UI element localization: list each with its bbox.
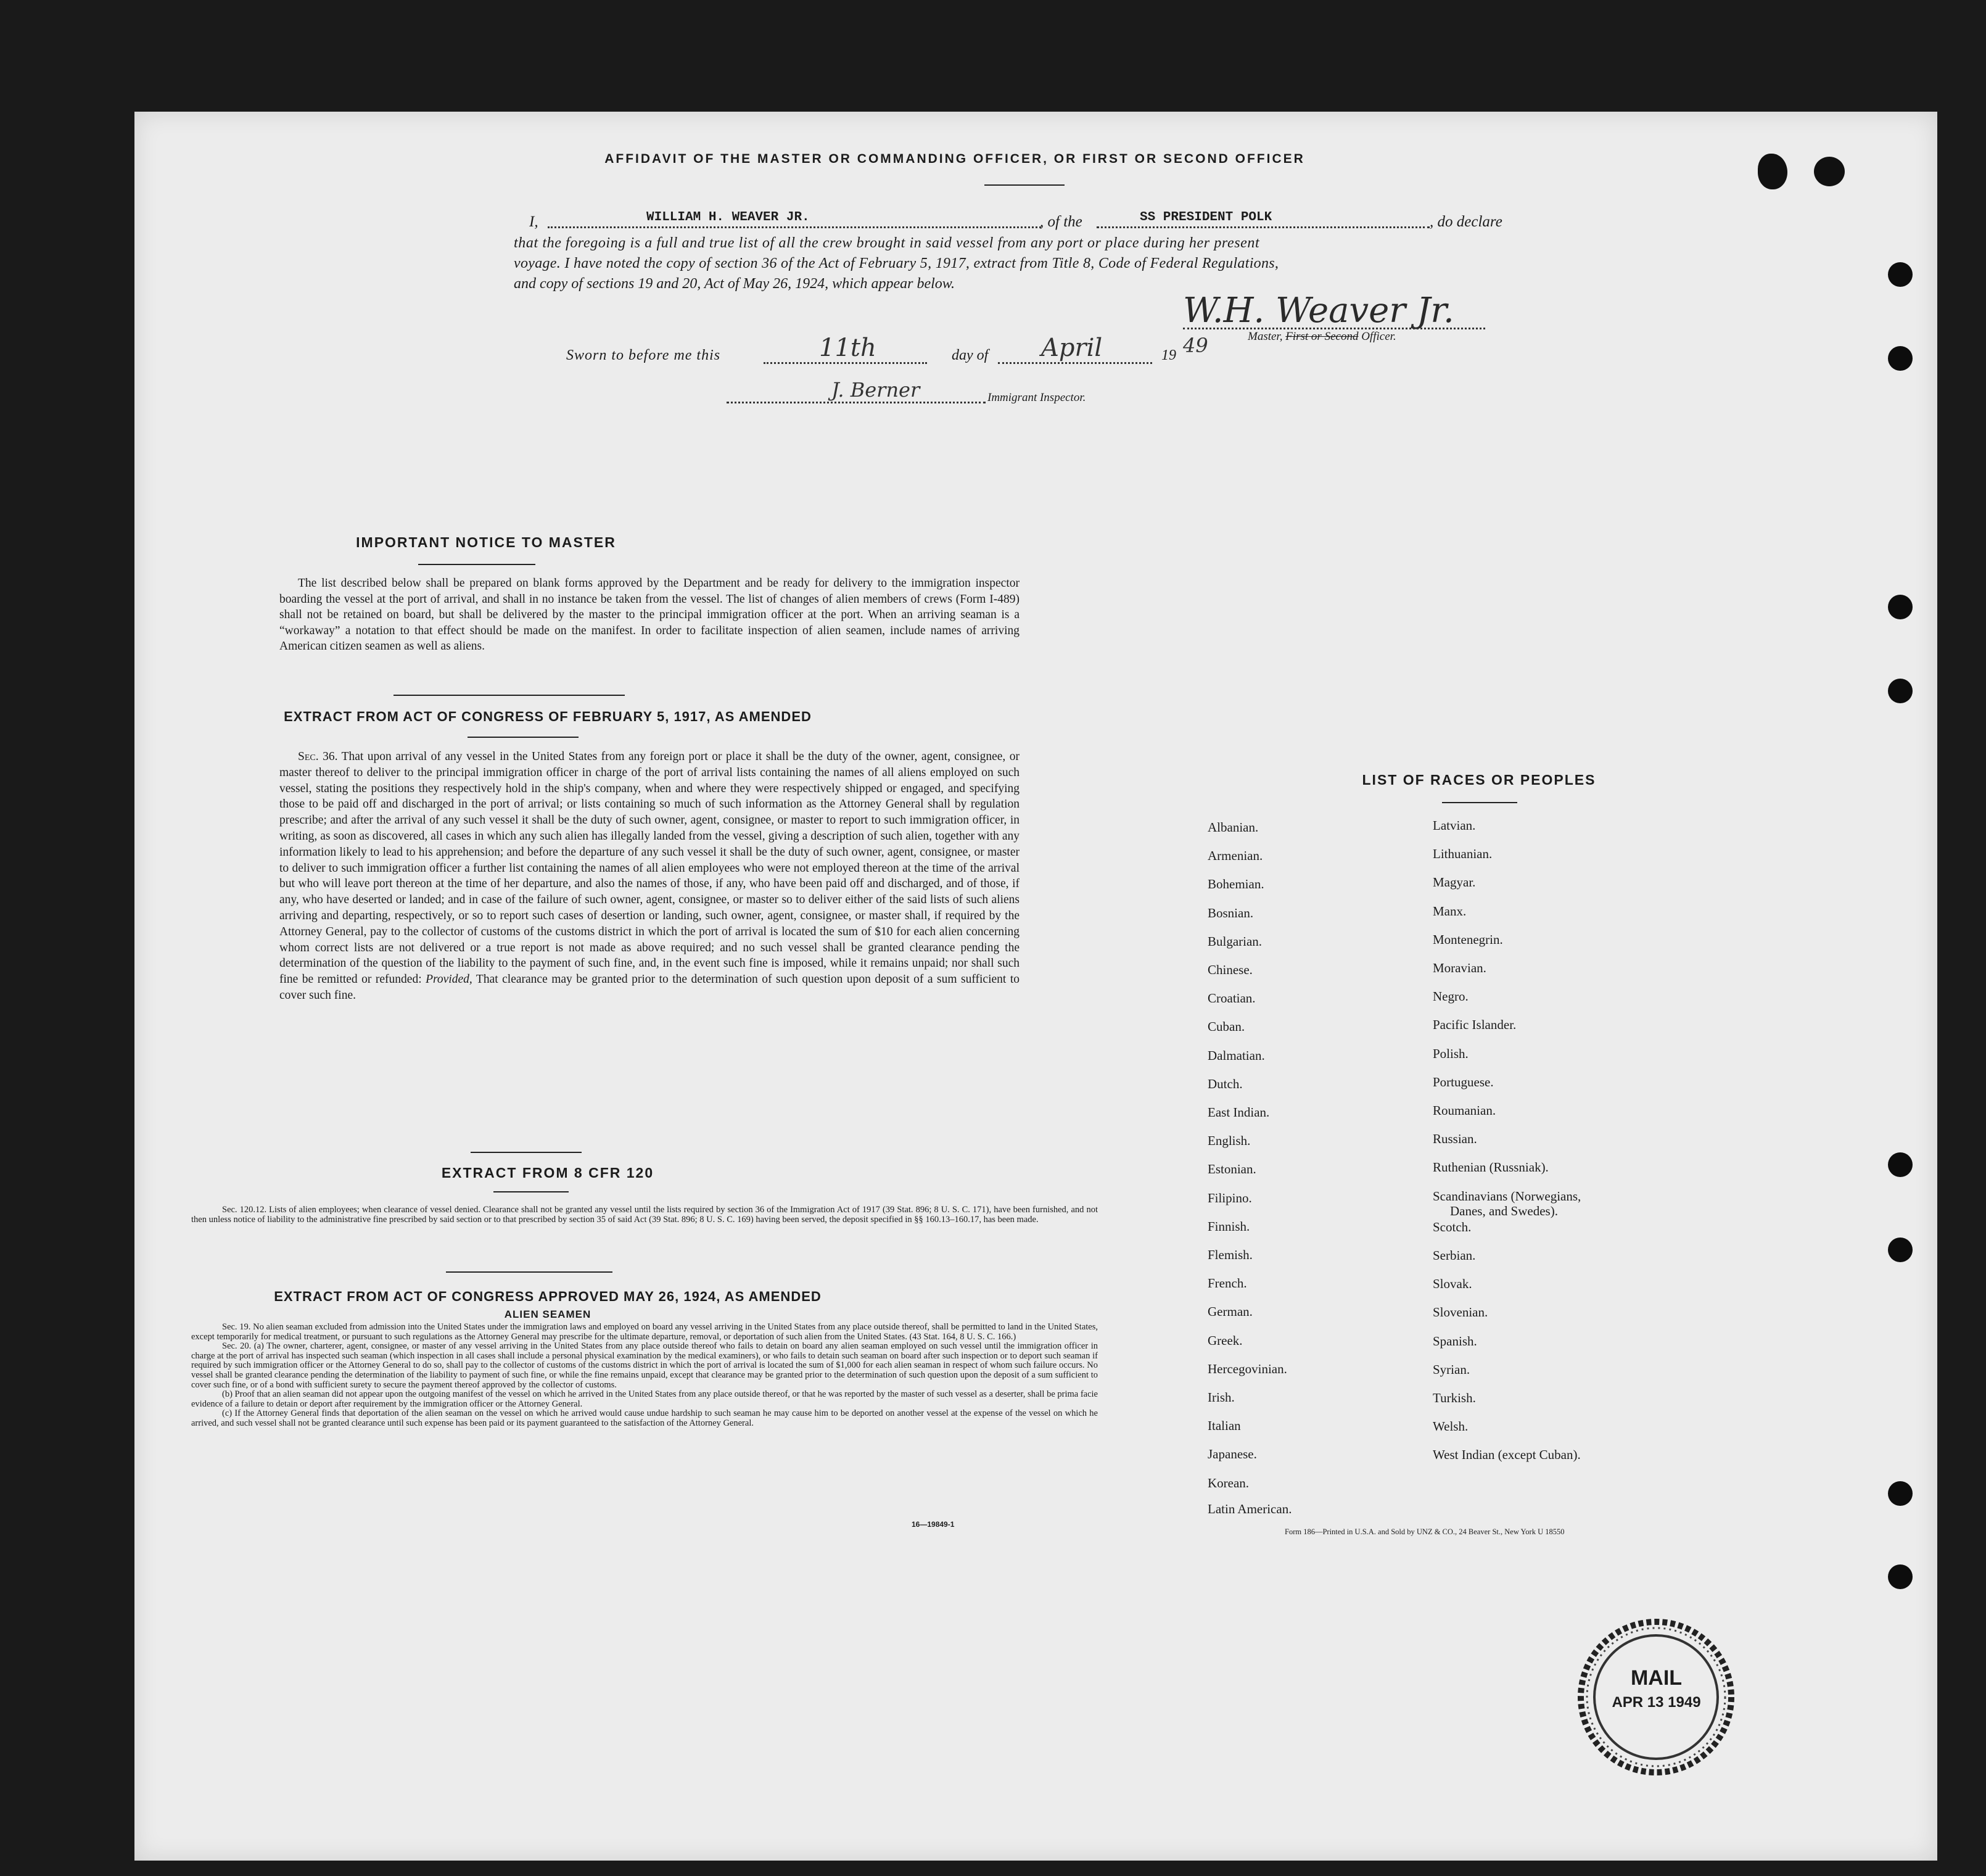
race-item: Flemish. <box>1208 1247 1253 1262</box>
race-item: Bulgarian. <box>1208 933 1263 949</box>
race-item: West Indian (except Cuban). <box>1433 1447 1581 1463</box>
race-item: Ruthenian (Russniak). <box>1433 1160 1549 1175</box>
extract-1924-title: EXTRACT FROM ACT OF CONGRESS APPROVED MAY 26, 1924, AS AMENDED <box>274 1289 822 1304</box>
sec-36-label: Sec. 36. <box>298 750 338 763</box>
race-item: Croatian. <box>1208 991 1256 1006</box>
punch-hole <box>1888 1481 1913 1506</box>
notice-title-rule <box>418 564 535 565</box>
race-item: Finnish. <box>1208 1218 1250 1234</box>
race-item: Chinese. <box>1208 962 1253 977</box>
race-item: Dutch. <box>1208 1076 1243 1091</box>
punch-hole <box>1888 262 1913 287</box>
race-item: Armenian. <box>1208 848 1263 864</box>
vessel-line <box>1097 226 1430 228</box>
race-item: Korean. <box>1208 1475 1250 1490</box>
punch-hole <box>1888 1564 1913 1589</box>
race-item: Bosnian. <box>1208 905 1254 920</box>
master-label <box>1248 330 1396 344</box>
race-item: Irish. <box>1208 1390 1235 1405</box>
struck-label: First or Second <box>1285 330 1359 343</box>
extract-cfr-rule <box>493 1191 569 1192</box>
race-item: Pacific Islander. <box>1433 1017 1517 1033</box>
sec-36-body-b: That clearance may be granted prior to the determination of such question upon deposit of a sum sufficient to cover such fine. <box>279 973 1020 1002</box>
sec-20b: (b) Proof that an alien seaman did not appear upon the outgoing manifest of the vessel on which he arrived in the United States from any place outside thereof, or that he was reported by the master of such vessel as a deserter, shall be prima facie evidence of a failure to detain or deport after requirement by the immigration officer or the Attorney General. <box>191 1389 1098 1409</box>
ink-blot <box>1758 154 1787 189</box>
declaration-line-3: and copy of sections 19 and 20, Act of May 26, 1924, which appear below. <box>514 276 955 292</box>
race-item: Latvian. <box>1433 818 1476 833</box>
sworn-label: Sworn to before me this <box>566 347 721 363</box>
sworn-day: 11th <box>819 334 876 362</box>
master-signature-line <box>1183 328 1485 329</box>
race-item: Polish. <box>1433 1046 1469 1061</box>
race-item: Cuban. <box>1208 1019 1245 1035</box>
vessel-name: SS PRESIDENT POLK <box>1140 210 1272 225</box>
extract-1924-body <box>191 1323 1098 1429</box>
printer-credit: Form 186—Printed in U.S.A. and Sold by UNZ & CO., 24 Beaver St., New York U 18550 <box>1285 1527 1565 1536</box>
master-signature: W.H. Weaver Jr. <box>1183 291 1454 331</box>
sec-36-provided: Provided, <box>426 973 472 986</box>
punch-hole <box>1888 1152 1913 1177</box>
race-item: Danes, and Swedes). <box>1450 1203 1558 1218</box>
extract-cfr-bottom-rule <box>446 1271 612 1273</box>
race-item: Latin American. <box>1208 1501 1292 1516</box>
punch-hole <box>1888 595 1913 619</box>
extract-1924-subtitle: ALIEN SEAMEN <box>504 1308 591 1320</box>
races-title-rule <box>1442 802 1517 803</box>
affidavit-title-rule <box>984 184 1065 186</box>
inspector-signature: J. Berner <box>831 378 920 402</box>
ink-blot <box>1814 157 1845 186</box>
extract-cfr-body: Sec. 120.12. Lists of alien employees; when clearance of vessel denied. Clearance shall not be granted any vessel until the lists required by section 36 of the Immigration Act of 1917 (39 Stat. 896; 8 U. S. C. 171), have been furnished, and not then unless notice of liability to the administrative fine prescribed by said section or to that prescribed by section 35 of said Act (39 Stat. 896; 8 U. S. C. 169) having been served, the deposit specified in §§ 160.13–160.17, has been made. <box>191 1205 1098 1225</box>
declaration-i: I, <box>529 213 538 230</box>
stamp-date: APR 13 1949 <box>1612 1694 1701 1711</box>
day-of-label: day of <box>952 347 989 363</box>
race-item: Serbian. <box>1433 1248 1476 1263</box>
race-item: German. <box>1208 1304 1253 1320</box>
notice-title: IMPORTANT NOTICE TO MASTER <box>356 534 616 550</box>
race-item: English. <box>1208 1133 1251 1149</box>
race-item: Syrian. <box>1433 1362 1470 1377</box>
declaration-line-1: that the foregoing is a full and true list of all the crew brought in said vessel from any port or place during her present <box>514 235 1260 251</box>
race-item: Lithuanian. <box>1433 846 1493 862</box>
race-item: French. <box>1208 1276 1247 1291</box>
race-item: Portuguese. <box>1433 1074 1494 1089</box>
races-title: LIST OF RACES OR PEOPLES <box>1362 772 1596 788</box>
race-item: Greek. <box>1208 1333 1243 1348</box>
sworn-month: April <box>1041 334 1103 362</box>
master-name: WILLIAM H. WEAVER JR. <box>646 210 810 225</box>
sworn-day-line <box>764 362 927 364</box>
race-item: Dalmatian. <box>1208 1048 1265 1063</box>
race-item: Manx. <box>1433 903 1467 919</box>
sec-20a: Sec. 20. (a) The owner, charterer, agent, consignee, or master of any vessel arriving in the United States from any place outside thereof who fails to detain on board any alien seaman employed on such vessel until the immigration officer in charge at the port of arrival has inspected such seaman (which inspection in all cases shall include a personal physical examination by the medical examiners), or who fails to detain such seaman on board after such inspection or to deport such seaman if required by such immigration officer or the Attorney General to do so, shall pay to the collector of customs of the customs district in which the port of arrival is located the sum of $1,000 for each alien seaman in respect of whom such failure occurs. No vessel shall be granted clearance pending the determination of the liability to payment of such fine, or while the fine remains unpaid, except that clearance may be granted prior to the determination of such question upon the deposit of a sum sufficient to cover such fine, or of a bond with sufficient surety to secure the payment thereof approved by the collector of customs. <box>191 1341 1098 1390</box>
extract-1917-rule <box>468 737 579 738</box>
year-prefix: 19 <box>1161 347 1176 363</box>
declaration-do-declare: , do declare <box>1430 213 1502 230</box>
sec-36-body-a: That upon arrival of any vessel in the United States from any foreign port or place it shall be the duty of the owner, agent, consignee, or master thereof to deliver to the principal immigration officer in charge of the port of arrival lists containing the names of all aliens employed on such vessel, stating the positions they respectively hold in the ship's company, when and where they were respectively shipped or engaged, and specifying those to be paid off and discharged in the port of arrival; or lists containing so much of such information as the Attorney General shall by regulation prescribe; and after the arrival of any such vessel it shall be the duty of such owner, agent, consignee, or master to report to such immigration officer, in writing, as soon as discovered, all cases in which any such alien has illegally landed from the vessel, giving a description of such alien, together with any information likely to lead to his apprehension; and before the departure of any such vessel it shall be the duty of such owner, agent, consignee, or master to deliver to such immigration officer a further list containing the names of all alien employees who were not employed thereon at the time of the arrival but who will leave port thereon at the time of her departure, and also the names of those, if any, who have been paid off and discharged, and of those, if any, who have deserted or landed; and in case of the failure of such owner, agent, consignee, or master so to deliver either of the said lists of such aliens arriving and departing, respectively, or so to report such cases of desertion or landing, such owner, agent, consignee, or master shall, if required by the Attorney General, pay to the collector of customs of the customs district in which the port of arrival is located the sum of $10 for each alien concerning whom correct lists are not delivered or a true report is not made as above required; and no such vessel shall be granted clearance pending the determination of the question of the liability to the payment of such fine, and, in the event such fine is imposed, while it remains unpaid; nor shall such fine be remitted or refunded: <box>279 750 1020 986</box>
officer-label: Officer. <box>1361 330 1396 343</box>
race-item: Filipino. <box>1208 1190 1252 1205</box>
notice-body: The list described below shall be prepared on blank forms approved by the Department and be ready for delivery to the immigration inspector boarding the vessel at the port of arrival, and shall in no instance be taken from the vessel. The list of changes of alien members of crews (Form I-489) shall not be retained on board, but shall be delivered by the master to the principal immigration officer at the port. When an arriving seaman is a “workaway” a notation to that effect should be made on the manifest. In order to facilitate inspection of alien seamen, include names of arriving American citizen seamen as well as aliens. <box>279 577 1020 653</box>
race-item: Scandinavians (Norwegians, <box>1433 1188 1581 1204</box>
punch-hole <box>1888 1238 1913 1262</box>
race-item: Negro. <box>1433 989 1469 1004</box>
race-item: Welsh. <box>1433 1419 1469 1434</box>
race-item: Russian. <box>1433 1131 1477 1147</box>
race-item: Japanese. <box>1208 1447 1257 1462</box>
master-label-text: Master, <box>1248 330 1283 343</box>
race-item: East Indian. <box>1208 1105 1270 1120</box>
race-item: Estonian. <box>1208 1162 1256 1177</box>
master-name-line <box>548 226 1041 228</box>
sworn-month-line <box>998 362 1152 364</box>
notice-bottom-rule <box>393 695 625 696</box>
year-suffix: 49 <box>1183 334 1208 357</box>
race-item: Italian <box>1208 1418 1241 1434</box>
declaration-line-2: voyage. I have noted the copy of section 36 of the Act of February 5, 1917, extract from Title 8, Code of Federal Regulations, <box>514 255 1279 271</box>
extract-1917-title: EXTRACT FROM ACT OF CONGRESS OF FEBRUARY 5, 1917, AS AMENDED <box>284 709 812 724</box>
extract-1917-bottom-rule <box>471 1152 582 1153</box>
extract-cfr-title: EXTRACT FROM 8 CFR 120 <box>441 1165 654 1181</box>
race-item: Slovak. <box>1433 1276 1472 1292</box>
race-item: Roumanian. <box>1433 1103 1496 1118</box>
document-page <box>134 112 1937 1861</box>
declaration-of-the: , of the <box>1040 213 1082 230</box>
inspector-label: Immigrant Inspector. <box>987 391 1086 404</box>
stamp-top-text: MAIL <box>1630 1666 1683 1690</box>
punch-hole <box>1888 679 1913 703</box>
race-item: Hercegovinian. <box>1208 1361 1287 1376</box>
race-item: Scotch. <box>1433 1219 1472 1234</box>
race-item: Moravian. <box>1433 961 1486 975</box>
affidavit-title: AFFIDAVIT OF THE MASTER OR COMMANDING OFFICER, OR FIRST OR SECOND OFFICER <box>604 152 1305 166</box>
race-item: Turkish. <box>1433 1390 1476 1405</box>
race-item: Spanish. <box>1433 1333 1477 1349</box>
race-item: Bohemian. <box>1208 877 1264 892</box>
race-item: Magyar. <box>1433 875 1476 890</box>
sec-19: Sec. 19. No alien seaman excluded from admission into the United States under the immigration laws and employed on board any vessel arriving in the United States from any place outside thereof, shall be permitted to land in the United States, except temporarily for medical treatment, or pursuant to such regulations as the Attorney General may prescribe for the ultimate departure, removal, or deportation of such alien from the United States. (43 Stat. 164, 8 U. S. C. 166.) <box>191 1322 1098 1342</box>
sec-20c: (c) If the Attorney General finds that deportation of the alien seaman on the vessel on which he arrived would cause undue hardship to such seaman he may cause him to be deported on another vessel at the expense of the vessel on which he arrived, and such vessel shall not be granted clearance until such expense has been paid or its payment guaranteed to the satisfaction of the Attorney General. <box>191 1408 1098 1428</box>
race-item: Montenegrin. <box>1433 932 1503 947</box>
postal-stamp <box>1572 1617 1741 1777</box>
race-item: Slovenian. <box>1433 1305 1488 1320</box>
form-code: 16—19849-1 <box>912 1520 955 1529</box>
extract-1917-body <box>279 749 1020 1004</box>
race-item: Albanian. <box>1208 820 1259 835</box>
inspector-line <box>727 402 986 403</box>
punch-hole <box>1888 346 1913 371</box>
